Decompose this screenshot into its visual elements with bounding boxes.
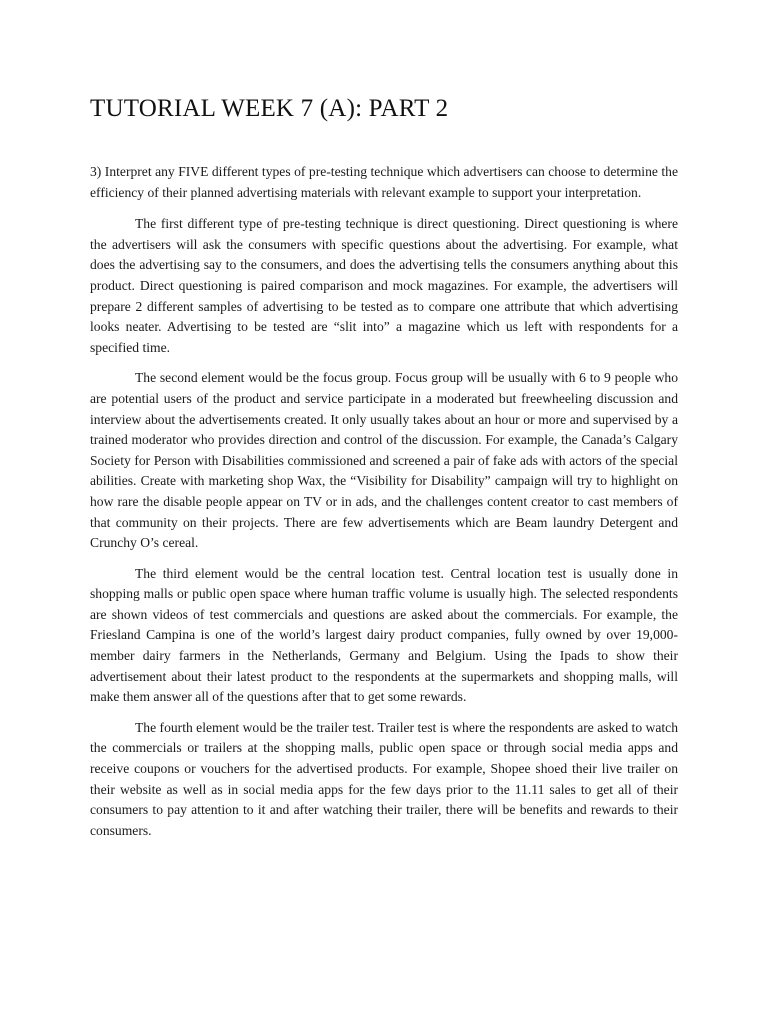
paragraph-trailer-test: The fourth element would be the trailer test. Trailer test is where the respondents are asked to watch the commercials or trailers at the shopping malls, public open space or through social media apps and receive coupons or vouchers for the advertised products. For example, Shopee shoed their live trailer on their website as well as in social media apps for the few days prior to the 11.11 sales to get all of their consumers to pay attention to it and after watching their trailer, there will be benefits and rewards to their consumers. (90, 719, 678, 838)
document-page (90, 92, 678, 851)
paragraph-central-location-test: The third element would be the central location test. Central location test is usually done in shopping malls or public open space where human traffic volume is usually high. The selected respondents are shown videos of test commercials and questions are asked about the commercials. For example, the Friesland Campina is one of the world’s largest dairy product companies, fully owned by over 19,000-member dairy farmers in the Netherlands, Germany and Belgium. Using the Ipads to show their advertisement about their latest product to the respondents at the supermarkets and shopping malls, will make them answer all of the questions after that to get some rewards. (90, 565, 678, 705)
question-paragraph: 3) Interpret any FIVE different types of pre-testing technique which advertisers can choose to determine the efficiency of their planned advertising materials with relevant example to support your interpretation. (90, 164, 678, 200)
page-title: TUTORIAL WEEK 7 (A): PART 2 (90, 95, 449, 122)
paragraph-direct-questioning: The first different type of pre-testing technique is direct questioning. Direct questioning is where the advertisers will ask the consumers with specific questions about the advertising. For example, what does the advertising say to the consumers, and does the advertising tells the consumers anything about this product. Direct questioning is paired comparison and mock magazines. For example, the advertisers will prepare 2 different samples of advertising to be tested as to compare one attribute that which advertising looks neater. Advertising to be tested are “slit into” a magazine which us left with respondents for a specified time. (90, 216, 678, 355)
paragraph-focus-group: The second element would be the focus group. Focus group will be usually with 6 to 9 people who are potential users of the product and service participate in a moderated but freewheeling discussion and interview about the advertisements created. It only usually takes about an hour or more and supervised by a trained moderator who provides direction and control of the discussion. For example, the Canada’s Calgary Society for Person with Disabilities commissioned and screened a pair of fake ads with actors of the special abilities. Create with marketing shop Wax, the “Visibility for Disability” campaign will try to highlight on how rare the disable people appear on TV or in ads, and the challenges content creator to cast members of that community on their projects. There are few advertisements which are Beam laundry Detergent and Crunchy O’s cereal. (90, 370, 678, 551)
